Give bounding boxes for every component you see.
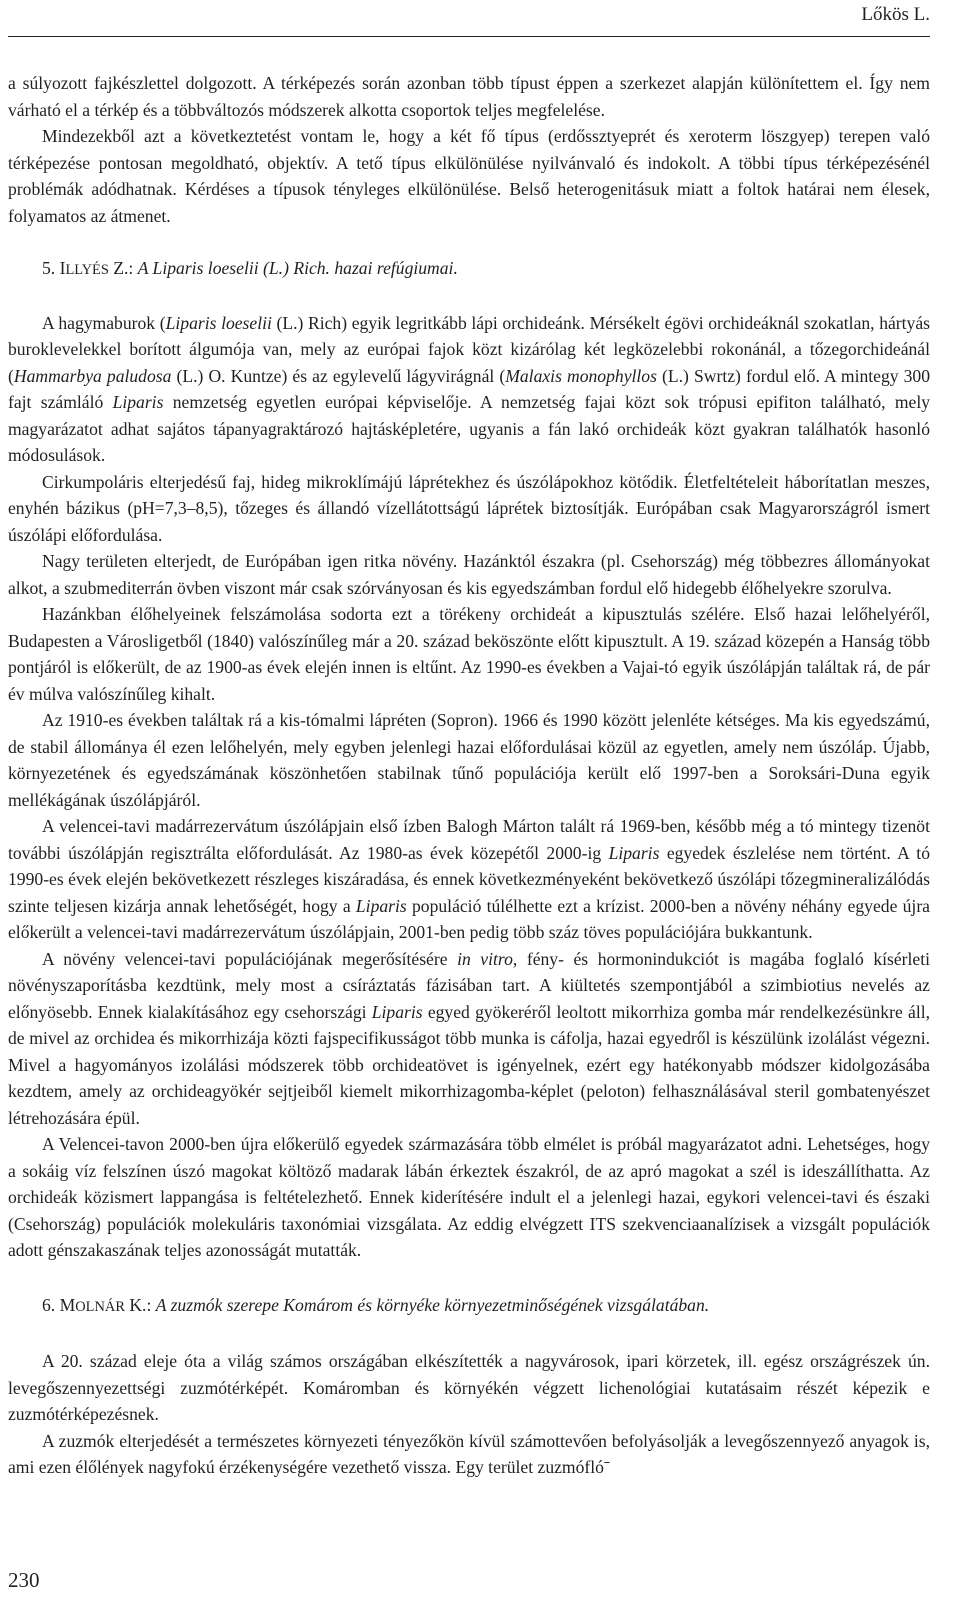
paragraph-lichen-mapping: A 20. század eleje óta a világ számos országában elkészítették a nagyvárosok, ipari körzetek, ill. egész országrészek ún. levegőszennyezettségi zuzmótérképét. Komáromban és környékén végzett lichenológiai kutatásaim részét képezik e zuzmótérképezésnek. [8, 1351, 930, 1424]
running-head-author: Lőkös L. [861, 4, 930, 25]
paragraph-distribution: Cirkumpoláris elterjedésű faj, hideg mikroklímájú láprétekhez és úszólápokhoz kötődik. Életfeltételeit háborítatlan meszes, enyhén bázikus (pH=7,3–8,5), tőzeges és állandó vízellátottságú láprétek biztosítják. Európában csak Magyarországról ismert úszólápi előfordulása. [8, 471, 930, 545]
paragraph-sopron: Az 1910-es években találtak rá a kis-tómalmi lápréten (Sopron). 1966 és 1990 között jelenléte kétséges. Ma kis egyedszámú, de stabil állománya él ezen lelőhelyén, mely egyben jelenlegi hazai előfordulásai közül az egyetlen, amely nem úszóláp. Újabb, környezetének és egyedszámának köszönhetően stabilnak tűnő populációja került elő 1997-ben a Soroksári-Duna egyik mellékágának úszólápjáról. [8, 710, 930, 810]
section-number: 5. [42, 258, 56, 278]
section-title: A zuzmók szerepe Komárom és környéke környezetminőségének vizsgálatában. [155, 1294, 710, 1315]
paragraph-range: Nagy területen elterjedt, de Európában igen ritka növény. Hazánktól északra (pl. Csehország) még többezres állományokat alkot, a szubmediterrán övben viszont már csak szórványosan és kis egyedszámban fordul elő hidegebb élőhelyekre szorulva. [8, 551, 930, 598]
paragraph-conclusion: Mindezekből azt a következtetést vontam le, hogy a két fő típus (erdőssztyeprét és xeroterm löszgyep) terepen való térképezése pontosan megoldható, objektív. A tető típus elkülönülése nyilvánvaló és indokolt. A többi típus térképezésénél problémák adódhatnak. Kérdéses a típusok tényleges elkülönülése. Belső heterogenitásuk miatt a foltok határai nem élesek, folyamatos az átmenet. [8, 126, 930, 226]
journal-page [8, 0, 930, 1605]
paragraph-propagation: A növény velencei-tavi populációjának megerősítésére in vitro, fény- és hormonindukciót is magába foglaló kísérleti növényszaporításba kezdtünk, mely most a csíráztatás fázisában tart. A kiültetés szempontjából a szimbiotius nevelés az előnyösebb. Ennek kialakításához egy csehországi Liparis egyed gyökeréről leoltott mikorrhiza gomba már rendelkezésünkre áll, de mivel az orchidea és mikorrhizája közti fajspecifikusságot több munka is cáfolja, hazai egyedről is készülünk izolálást végezni. Mivel a hagyományos izolálási módszerek több orchideatövet is igényelnek, ezért egy hatékonyabb módszer kidolgozásába kezdtem, amely az orchideagyökér sejtjeiből kiemelt mikorrhizagomba-képlet (peloton) felhasználásával steril gombatenyészet létrehozására épül. [8, 948, 930, 1128]
header-rule [8, 36, 930, 37]
section-author-initial: I [59, 258, 66, 278]
section-author-rest: OLNÁR [75, 1298, 125, 1315]
section-title: A Liparis loeselii (L.) Rich. hazai refúgiumai. [137, 258, 458, 278]
section-author-initial: M [59, 1294, 76, 1315]
paragraph-history: Hazánkban élőhelyeinek felszámolása sodorta ezt a törékeny orchideát a kipusztulás szélére. Első hazai lelőhelyéről, Budapesten a Városligetből (1840) valószínűleg már a 20. század beköszönte előtt kipusztult. A 19. század közepén a Hanság több pontjáról is előkerült, de az 1900-as évek elején innen is eltűnt. Az 1990-es években a Vajai-tó egyik úszólápján találtak rá, de pár év múlva valószínűleg kihalt. [8, 604, 930, 704]
paragraph-origin: A Velencei-tavon 2000-ben újra előkerülő egyedek származására több elmélet is próbál magyarázatot adni. Lehetséges, hogy a sokáig víz felszínen úszó magokat költöző madarak lábán érkeztek északról, de az apró magokat a szél is ideszállíthatta. Az orchideák közismert lappangása is feltételezhető. Ennek kiderítésére indult el a jelenlegi hazai, egykori velencei-tavi és északi (Csehország) populációk molekuláris taxonómiai vizsgálata. Az eddig elvégzett ITS szekvenciaanalízisek a vizsgált populációk adott génszakaszának teljes azonosságát mutatták. [8, 1134, 930, 1260]
page-number: 230 [8, 1568, 40, 1592]
paragraph-velence: A velencei-tavi madárrezervátum úszólápjain első ízben Balogh Márton talált rá 1969-ben, később még a tó mintegy tizenöt további úszólápján regisztrálta előfordulását. Az 1980-as évek közepétől 2000-ig Liparis egyedek észlelése nem történt. A tó 1990-es évek elején bekövetkezett részleges kiszáradása, és ennek következményeként bekövetkező úszólápi tőzegmineralizálódás szinte teljesen kizárja annak lehetőségét, hogy a Liparis populáció túlélhette ezt a krízist. 2000-ben a növény néhány egyede újra előkerült a velencei-tavi madárrezervátum úszólápjain, 2001-ben pedig több száz töves populációjára bukkantunk. [8, 816, 930, 942]
section-heading-6 [8, 1292, 930, 1321]
paragraph-lichen-pollution: A zuzmók elterjedését a természetes környezeti tényezőkön kívül számottevően befolyásolják a levegőszennyező anyagok is, ami ezen élőlények nagyfokú érzékenységére vezethető vissza. Egy terület zuzmóflóˉ [8, 1430, 930, 1477]
section-number: 6. [42, 1294, 56, 1315]
section-author-rest: LLYÉS [65, 262, 109, 278]
paragraph-liparis-intro: A hagymaburok (Liparis loeselii (L.) Rich) egyik legritkább lápi orchideánk. Mérsékelt égövi orchideáknál szokatlan, hártyás buroklevelekkel borított álgumója van, mely az európai fajok közt kizárólag két legközelebbi rokonánál, a tőzegorchideánál (Hammarbya paludosa (L.) O. Kuntze) és az egylevelű lágyvirágnál (Malaxis monophyllos (L.) Swrtz) fordul elő. A mintegy 300 fajt számláló Liparis nemzetség egyetlen európai képviselője. A nemzetség fajai közt sok trópusi epifiton található, mely magyarázatot adhat sajátos tápanyagraktározó hajtásképletére, ugyanis a fán lakó orchideák közt gyakran találhatók hasonló módosulások. [8, 312, 931, 465]
section-author-suffix: K.: [124, 1294, 156, 1315]
paragraph-continuation: a súlyozott fajkészlettel dolgozott. A térképezés során azonban több típust éppen a szerkezet alapján különítettem el. Így nem várható el a térkép és a többváltozós módszerek alkotta csoportok teljes megfelelése. [8, 73, 930, 120]
section-author-suffix: Z.: [108, 258, 138, 278]
section-heading-5 [8, 255, 930, 284]
article-body [8, 70, 930, 1481]
